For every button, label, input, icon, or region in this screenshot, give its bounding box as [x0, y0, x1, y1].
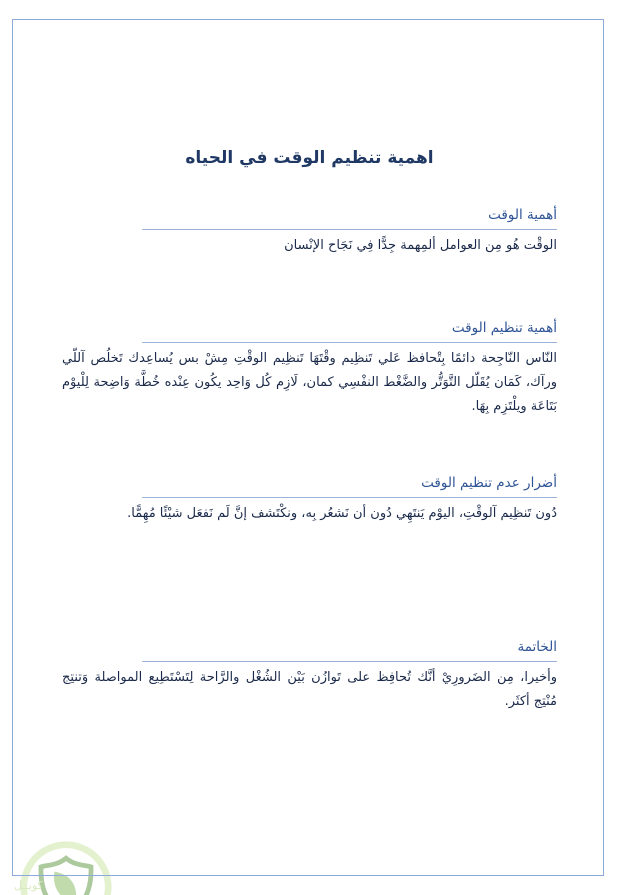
section-heading: أهمية الوقت	[488, 207, 557, 223]
section-importance-of-time	[62, 204, 557, 258]
heading-underline	[142, 661, 557, 662]
section-body: دُون تَنظِيم آلوقْتِ، اليوْم يَنتَهِي دُون أن نَشعُر بِه، ونكْتَشف إنَّ لَم نَفعَل شيْئًا مُهِمًّا.	[127, 506, 557, 521]
section-conclusion	[62, 636, 557, 714]
document-title: اهمية تنظيم الوقت في الحياه	[185, 148, 434, 168]
section-body: وأخيرا، مِن الضَرورِيْ أنَّك تُحافِظ على تَوازُن بَيْن الشُغْل والرَّاحة لِتَسْتَطِيع المواصلة وَتنتِج مُنْتِج أكثَر.	[62, 670, 557, 709]
section-heading: أهمية تنظيم الوقت	[451, 320, 557, 336]
section-harms-of-no-time-management	[62, 472, 557, 526]
section-body: النّاس النّاجِحة دائمًا بِتْحافظ عَلي تَنظِيم وقْتَهَا تَنظِيم الوقْتِ مِشْ بس يُساعِدك تَخلُص آللّي ورآك، كَمَان يُقَلّل التَّوَتُّر والضَّغْط النفْسِي كمان، لَازِم كُل وَاحِد يكُون عِنْده خُطَّة وَاضِحة لِلْيوْم بَتَاعَة ويلْتَزِم بِهَا.	[62, 351, 557, 414]
section-heading: الخاتمة	[517, 639, 557, 655]
watermark-text: كويــل	[14, 879, 43, 892]
heading-underline	[142, 497, 557, 498]
section-heading: أضرار عدم تنظيم الوقت	[421, 475, 557, 491]
watermark-logo	[14, 835, 124, 895]
heading-underline	[142, 229, 557, 230]
section-importance-of-time-management	[62, 317, 557, 419]
heading-underline	[142, 342, 557, 343]
section-body: الوقْت هُو مِن العوامل ألمِهمة جِدًّا فِي نَجَاح الإنْسان	[284, 238, 557, 253]
